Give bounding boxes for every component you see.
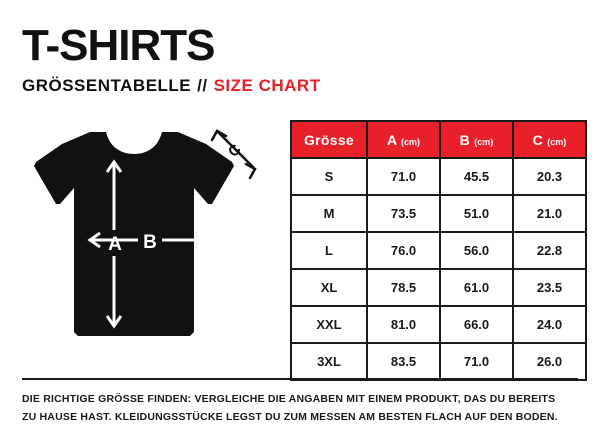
table-row	[291, 343, 586, 380]
chart-content	[22, 118, 578, 381]
cell-size: L	[291, 232, 367, 269]
page-title: T-SHIRTS	[22, 21, 215, 70]
column-header-b	[440, 121, 513, 158]
table-row	[291, 306, 586, 343]
column-header-size-label: Grösse	[303, 131, 355, 148]
column-header-a-label: A	[386, 131, 397, 148]
subtitle-german: GRÖSSENTABELLE	[22, 76, 192, 95]
cell-b: 51.0	[440, 195, 513, 232]
subtitle-english: SIZE CHART	[213, 76, 321, 95]
footnote	[22, 391, 578, 426]
cell-b: 61.0	[440, 269, 513, 306]
cell-c: 23.5	[513, 269, 586, 306]
cell-b: 66.0	[440, 306, 513, 343]
cell-c: 20.3	[513, 158, 586, 195]
cell-size: XL	[291, 269, 367, 306]
column-header-b-unit: (cm)	[474, 136, 494, 147]
label-c: C	[224, 140, 245, 161]
cell-a: 81.0	[367, 306, 440, 343]
page-subtitle	[22, 76, 578, 96]
column-header-a-unit: (cm)	[401, 136, 421, 147]
table-row	[291, 158, 586, 195]
cell-a: 71.0	[367, 158, 440, 195]
cell-size: S	[291, 158, 367, 195]
cell-c: 22.8	[513, 232, 586, 269]
cell-a: 83.5	[367, 343, 440, 380]
column-header-c	[513, 121, 586, 158]
column-header-c-label: C	[532, 131, 544, 148]
cell-b: 56.0	[440, 232, 513, 269]
cell-c: 26.0	[513, 343, 586, 380]
size-table-wrapper	[290, 120, 587, 381]
footnote-line1-text: VERGLEICHE DIE ANGABEN MIT EINEM PRODUKT, DAS DU BEREITS	[191, 393, 556, 406]
cell-c: 21.0	[513, 195, 586, 232]
cell-b: 45.5	[440, 158, 513, 195]
cell-a: 78.5	[367, 269, 440, 306]
label-a: A	[108, 234, 122, 255]
column-header-a	[367, 121, 440, 158]
cell-a: 76.0	[367, 232, 440, 269]
cell-size: 3XL	[291, 343, 367, 380]
footnote-lead: DIE RICHTIGE GRÖSSE FINDEN:	[22, 393, 192, 406]
footnote-divider	[22, 378, 578, 380]
cell-c: 24.0	[513, 306, 586, 343]
column-header-b-label: B	[459, 131, 471, 148]
table-row	[291, 232, 586, 269]
cell-a: 73.5	[367, 195, 440, 232]
cell-size: XXL	[291, 306, 367, 343]
column-header-c-unit: (cm)	[547, 136, 567, 147]
cell-size: M	[291, 195, 367, 232]
footnote-line-2: ZU HAUSE HAST. KLEIDUNGSSTÜCKE LEGST DU ZUM MESSEN AM BESTEN FLACH AUF DEN BODEN.	[22, 410, 558, 423]
footnote-line-1	[22, 391, 578, 408]
column-header-size	[291, 121, 367, 158]
table-row	[291, 195, 586, 232]
table-row	[291, 269, 586, 306]
subtitle-separator: //	[197, 76, 208, 95]
cell-b: 71.0	[440, 343, 513, 380]
size-table	[290, 120, 587, 381]
tshirt-diagram	[22, 118, 274, 368]
label-b: B	[143, 232, 157, 253]
table-header-row	[291, 121, 586, 158]
